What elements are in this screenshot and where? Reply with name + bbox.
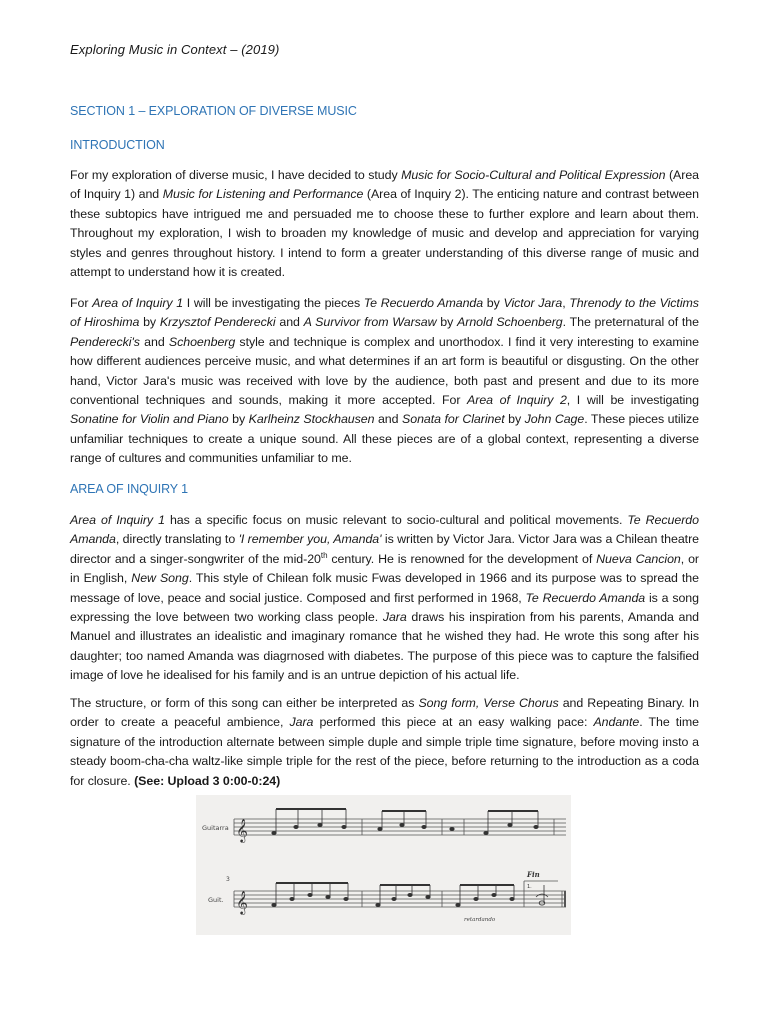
pieces-paragraph xyxy=(70,294,699,469)
text-run: 'I remember you, Amanda' xyxy=(238,532,382,547)
text-run: Penderecki's xyxy=(70,334,140,349)
area-of-inquiry-paragraph xyxy=(70,511,699,686)
text-run: . The preternatural of the xyxy=(562,315,699,330)
text-run: Arnold Schoenberg xyxy=(457,315,563,330)
text-run: Music for Socio-Cultural and Political Expression xyxy=(401,168,666,182)
text-run: . This style of Chilean folk music Fwas developed in 1966 and its purpose was to spread the message of love, peace and social justice. Composed and first performed in 1968, xyxy=(70,571,699,605)
sheet-music-figure xyxy=(196,795,571,935)
document-title: Exploring Music in Context – (2019) xyxy=(70,42,280,57)
text-run: by xyxy=(483,296,504,310)
text-run: draws his inspiration from his parents, Amanda and Manuel and illustrates an idealistic and imaginary romance that he wished they had. He wrote this song after his daughter; too named Amanda was diagrnosed with diabetes. The purpose of this piece was to capture the falsified image of love he idealised for his family and is an untrue depiction of his actual life. xyxy=(70,610,699,683)
text-run: John Cage xyxy=(524,412,585,427)
staff-2-label: Guit. xyxy=(208,896,224,904)
text-run: Threnody to the Victims of Hiroshima xyxy=(70,296,699,330)
text-run: Jara xyxy=(382,610,407,625)
text-run: A Survivor from Warsaw xyxy=(303,315,437,330)
text-run: by xyxy=(436,315,458,330)
text-run: Krzysztof Penderecki xyxy=(159,315,276,330)
text-run: Nueva Cancion xyxy=(596,551,681,566)
text-run: Music for Listening and Performance xyxy=(162,187,364,202)
text-run: performed this piece at an easy walking pace: xyxy=(313,715,594,730)
text-run: , xyxy=(562,296,570,310)
treble-clef-icon: 𝄞 xyxy=(236,818,248,842)
structure-paragraph xyxy=(70,694,699,791)
text-run: Area of Inquiry 2 xyxy=(467,393,567,408)
text-run: by xyxy=(139,315,160,330)
text-run: Area of Inquiry 1 xyxy=(92,296,184,310)
text-run: th xyxy=(320,550,328,560)
text-run: Area of Inquiry 1 xyxy=(70,513,165,527)
text-run: I will be investigating the pieces xyxy=(183,296,364,310)
text-run: Jara xyxy=(289,715,314,730)
text-run: Te Recuerdo Amanda xyxy=(525,590,646,605)
ending-number: 1. xyxy=(527,884,532,890)
text-run: Sonatine for Violin and Piano xyxy=(70,412,229,427)
text-run: has a specific focus on music relevant to socio-cultural and political movements. xyxy=(164,513,628,527)
text-run: , directly translating to xyxy=(115,532,239,547)
text-run: Karlheinz Stockhausen xyxy=(248,412,375,427)
staff-1-stems xyxy=(276,809,538,833)
intro-paragraph xyxy=(70,166,699,282)
text-run: . These pieces utilize unfamiliar techniques to create a unique sound. All these pieces are of a global context, representing a diverse range of cultures and communities unfamiliar to me. xyxy=(70,412,699,466)
text-run: by xyxy=(504,412,525,427)
staff-1-notes xyxy=(271,823,538,835)
text-run: Te Recuerdo Amanda xyxy=(363,296,484,310)
text-run: For xyxy=(70,296,93,310)
text-run: is written by Victor Jara. Victor Jara was a Chilean theatre director and a singer-songwriter of the mid-20 xyxy=(70,532,699,566)
text-run: (Area of Inquiry 2). The enticing nature and contrast between these subtopics have intrigued me and persuaded me to choose these to further explore and learn about them. Throughout my exploration, I wish to broaden my knowledge of music and develop and appreciation for varying styles and genres throughout history. I intend to form a greater understanding of this diverse range of music and attempt to understand how it is created. xyxy=(70,187,699,280)
text-run: . The time signature of the introduction alternate between simple duple and simple triple time signature, before moving insto a steady boom-cha-cha waltz-like simple triple for the rest of the piece, before returning to the introduction as a coda for closure. xyxy=(70,715,699,788)
fin-marking: Fin xyxy=(527,870,540,879)
text-run: by xyxy=(228,412,249,427)
text-run: Schoenberg xyxy=(168,334,236,349)
measure-number: 3 xyxy=(226,876,230,883)
text-run: (See: Upload 3 0:00-0:24) xyxy=(134,773,281,788)
text-run: is a song expressing the love between two working class people. xyxy=(70,590,699,625)
section-heading: SECTION 1 – EXPLORATION OF DIVERSE MUSIC xyxy=(70,104,357,118)
text-run: century. He is renowned for the development of xyxy=(327,551,597,566)
text-run: The structure, or form of this song can either be interpreted as xyxy=(70,696,419,710)
text-run: For my exploration of diverse music, I have decided to study xyxy=(70,168,402,182)
text-run: and Repeating Binary. In order to create a peaceful ambience, xyxy=(70,696,699,730)
text-run: Sonata for Clarinet xyxy=(402,412,505,427)
fermata-icon xyxy=(536,894,548,897)
staff-1-label: Guitarra xyxy=(202,824,229,832)
text-run: and xyxy=(139,334,169,349)
text-run: Andante xyxy=(593,715,640,730)
treble-clef-icon-2: 𝄞 xyxy=(236,890,248,914)
text-run: , or in English, xyxy=(70,551,699,586)
text-run: style and technique is complex and unorthodox. I find it very interesting to examine how different audiences perceive music, and what determines if an art form is beautiful or disgusting. On the other hand, Victor Jara's music was received with love by the audience, both past and present and due to its more conventional techniques and sounds, making it more accepted. For xyxy=(70,334,699,408)
text-run: Te Recuerdo Amanda xyxy=(70,513,699,547)
text-run: (Area of Inquiry 1) and xyxy=(70,168,699,202)
introduction-heading: INTRODUCTION xyxy=(70,138,165,152)
sheet-music-image xyxy=(196,795,571,935)
area-of-inquiry-heading: AREA OF INQUIRY 1 xyxy=(70,482,189,496)
text-run: , I will be investigating xyxy=(566,393,699,408)
tempo-marking: retardando xyxy=(464,917,496,923)
text-run: Victor Jara xyxy=(503,296,563,310)
text-run: Song form, Verse Chorus xyxy=(418,696,559,710)
text-run: New Song xyxy=(131,571,189,586)
text-run: and xyxy=(374,412,403,427)
text-run: and xyxy=(275,315,304,330)
staff-1-lines xyxy=(234,819,566,835)
